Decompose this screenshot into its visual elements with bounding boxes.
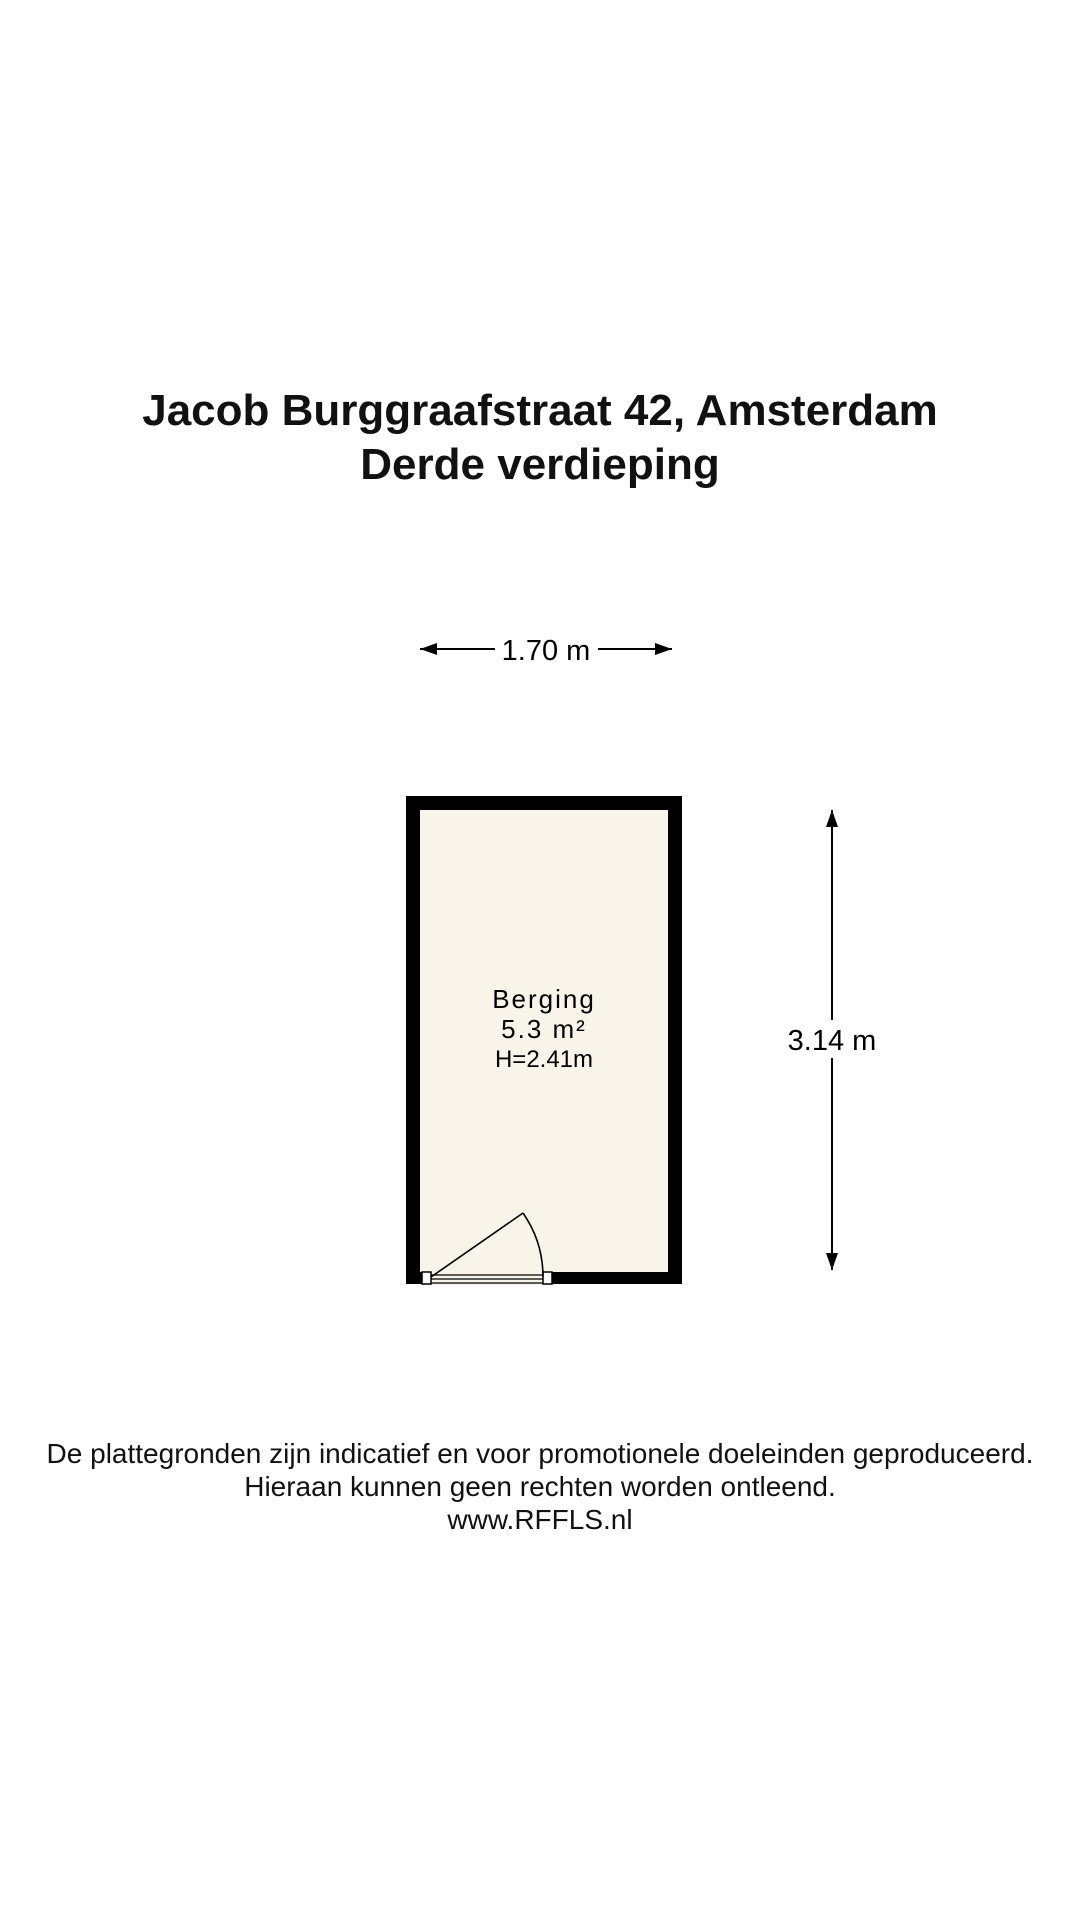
width-dimension: [420, 635, 672, 667]
door-jamb-left: [422, 1272, 431, 1284]
arrow-left-icon: [420, 643, 437, 655]
door-jamb-right: [543, 1272, 552, 1284]
width-label: 1.70 m: [501, 635, 591, 667]
room-area: 5.3 m²: [501, 1014, 587, 1044]
arrow-right-icon: [655, 643, 672, 655]
address-title: Jacob Burggraafstraat 42, Amsterdam: [142, 386, 938, 435]
arrow-down-icon: [826, 1253, 838, 1270]
room-berging: [406, 796, 682, 1285]
disclaimer-line: De plattegronden zijn indicatief en voor promotionele doeleinden geproduceerd.: [46, 1438, 1034, 1469]
room-name: Berging: [492, 984, 596, 1014]
depth-dimension: [788, 810, 877, 1270]
disclaimer-line: Hieraan kunnen geen rechten worden ontleend.: [244, 1471, 836, 1502]
room-height: H=2.41m: [494, 1046, 594, 1073]
floor-title: Derde verdieping: [360, 440, 720, 489]
depth-label: 3.14 m: [787, 1025, 877, 1057]
website-link: www.RFFLS.nl: [447, 1504, 633, 1535]
arrow-up-icon: [826, 810, 838, 827]
